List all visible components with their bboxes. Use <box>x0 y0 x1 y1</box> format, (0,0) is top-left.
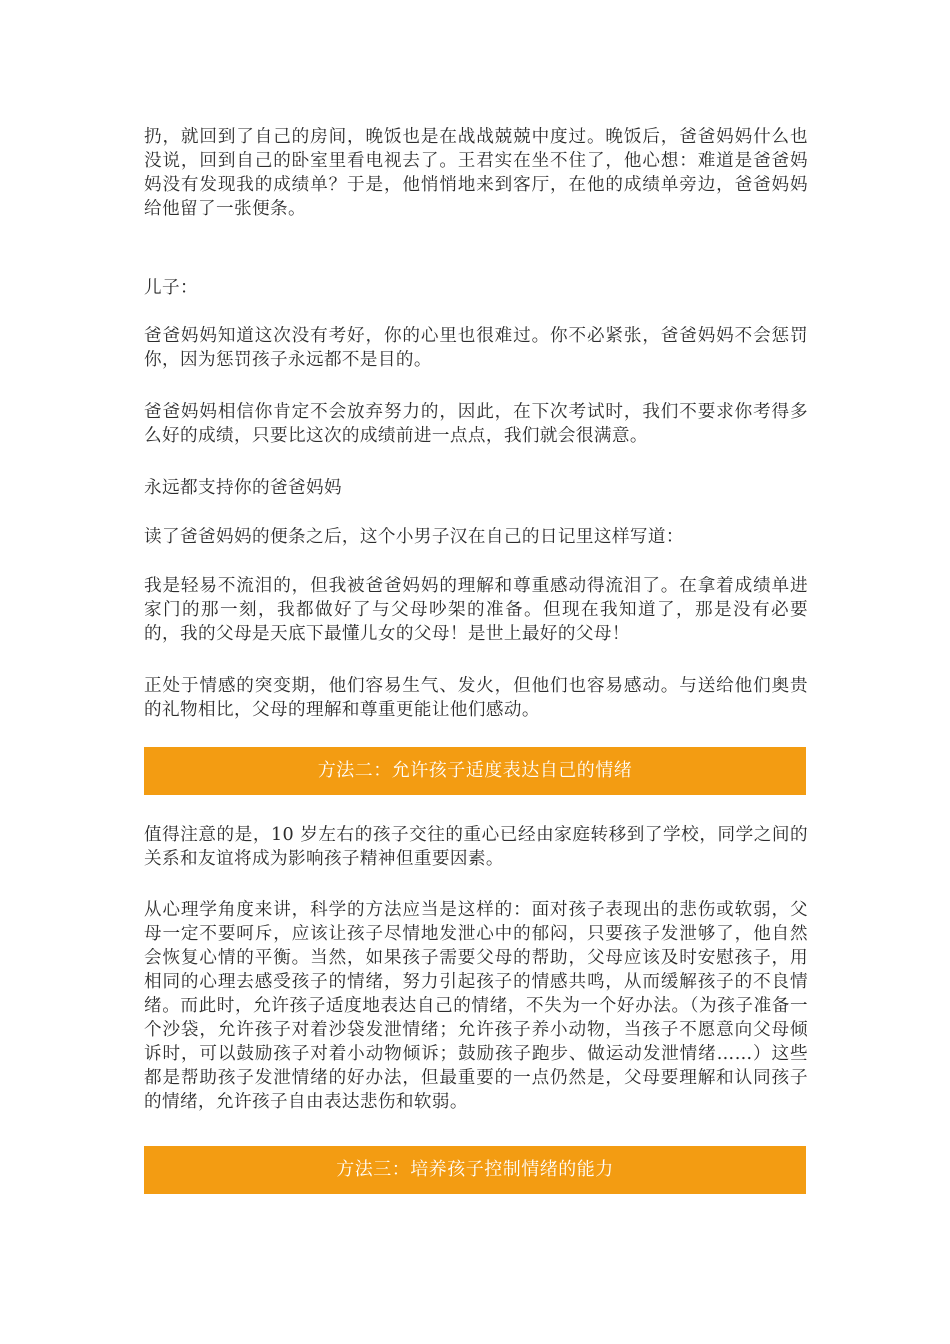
paragraph-diary-intro: 读了爸爸妈妈的便条之后，这个小男子汉在自己的日记里这样写道： <box>144 527 684 547</box>
paragraph-note-salutation: 儿子： <box>144 278 198 298</box>
paragraph-method-2-note: 值得注意的是，10 岁左右的孩子交往的重心已经由家庭转移到了学校，同学之间的关系和友谊将成为影响孩子精神但重要因素。 <box>144 825 808 869</box>
section-heading-method-2: 方法二：允许孩子适度表达自己的情绪 <box>144 747 806 795</box>
paragraph-note-body-1: 爸爸妈妈知道这次没有考好，你的心里也很难过。你不必紧张，爸爸妈妈不会惩罚你，因为惩罚孩子永远都不是目的。 <box>144 326 808 370</box>
paragraph-diary-entry: 我是轻易不流泪的，但我被爸爸妈妈的理解和尊重感动得流泪了。在拿着成绩单进家门的那一刻，我都做好了与父母吵架的准备。但现在我知道了，那是没有必要的，我的父母是天底下最懂儿女的父母！是世上最好的父母！ <box>144 576 808 644</box>
paragraph-method-2-body: 从心理学角度来讲，科学的方法应当是这样的：面对孩子表现出的悲伤或软弱，父母一定不要呵斥，应该让孩子尽情地发泄心中的郁闷，只要孩子发泄够了，他自然会恢复心情的平衡。当然，如果孩子需要父母的帮助，父母应该及时安慰孩子，用相同的心理去感受孩子的情绪，努力引起孩子的情感共鸣，从而缓解孩子的不良情绪。而此时，允许孩子适度地表达自己的情绪，不失为一个好办法。（为孩子准备一个沙袋，允许孩子对着沙袋发泄情绪；允许孩子养小动物，当孩子不愿意向父母倾诉时，可以鼓励孩子对着小动物倾诉；鼓励孩子跑步、做运动发泄情绪……）这些都是帮助孩子发泄情绪的好办法，但最重要的一点仍然是，父母要理解和认同孩子的情绪，允许孩子自由表达悲伤和软弱。 <box>144 900 808 1112</box>
paragraph-conclusion: 正处于情感的突变期，他们容易生气、发火，但他们也容易感动。与送给他们奥贵的礼物相比，父母的理解和尊重更能让他们感动。 <box>144 676 808 720</box>
paragraph-note-body-2: 爸爸妈妈相信你肯定不会放弃努力的，因此，在下次考试时，我们不要求你考得多么好的成绩，只要比这次的成绩前进一点点，我们就会很满意。 <box>144 402 808 446</box>
paragraph-story-intro: 扔，就回到了自己的房间，晚饭也是在战战兢兢中度过。晚饭后，爸爸妈妈什么也没说，回到自己的卧室里看电视去了。王君实在坐不住了，他心想：难道是爸爸妈妈没有发现我的成绩单？于是，他悄悄地来到客厅，在他的成绩单旁边，爸爸妈妈给他留了一张便条。 <box>144 127 808 219</box>
section-heading-method-3: 方法三：培养孩子控制情绪的能力 <box>144 1146 806 1194</box>
paragraph-note-signature: 永远都支持你的爸爸妈妈 <box>144 478 342 498</box>
